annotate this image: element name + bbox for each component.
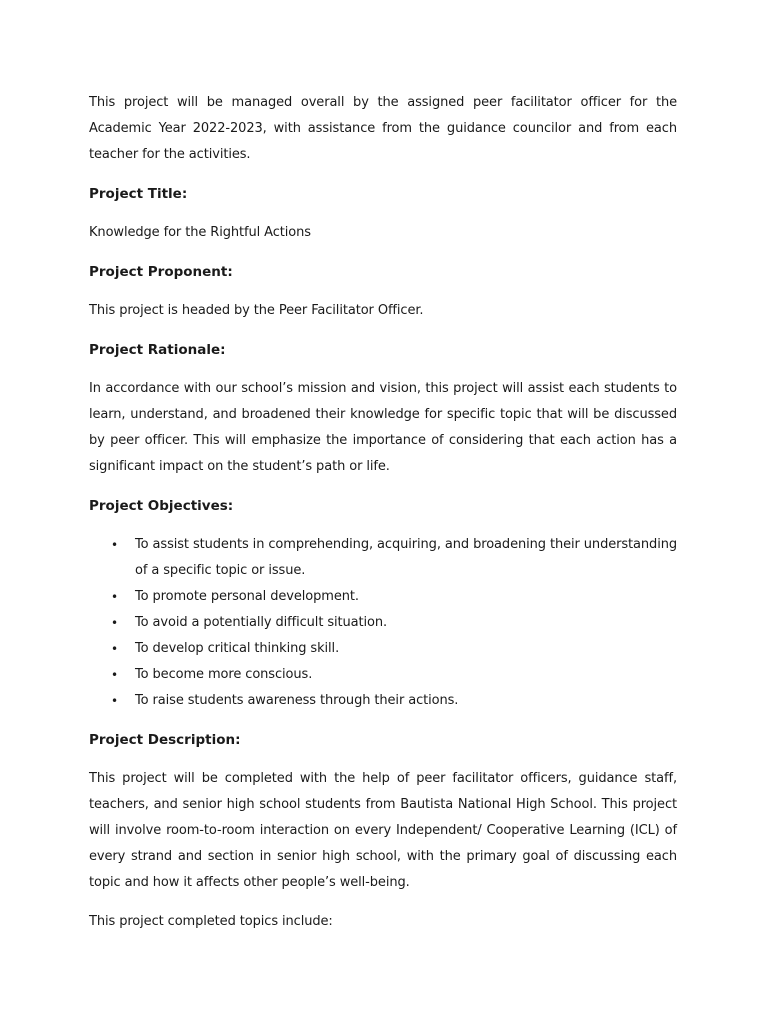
- bullet-icon: •: [111, 590, 118, 604]
- objective-text: To raise students awareness through their actions.: [135, 693, 459, 708]
- list-item: [89, 688, 677, 714]
- intro-paragraph: This project will be managed overall by the assigned peer facilitator officer for the Academic Year 2022-2023, with assistance from the guidance councilor and from each teacher for the activities.: [89, 95, 677, 162]
- objective-text: To develop critical thinking skill.: [135, 641, 340, 656]
- bullet-icon: •: [111, 616, 118, 630]
- list-item: [89, 662, 677, 688]
- project-rationale-heading: Project Rationale:: [89, 342, 226, 358]
- project-proponent-text: This project is headed by the Peer Facilitator Officer.: [89, 303, 424, 318]
- bullet-icon: •: [111, 538, 118, 552]
- bullet-icon: •: [111, 642, 118, 656]
- objective-text: To assist students in comprehending, acquiring, and broadening their understanding of a specific topic or issue.: [135, 537, 677, 578]
- project-objectives-heading: Project Objectives:: [89, 498, 234, 514]
- list-item: [89, 636, 677, 662]
- list-item: [89, 532, 677, 584]
- topics-intro-text: This project completed topics include:: [89, 914, 333, 929]
- project-title-heading: Project Title:: [89, 186, 188, 202]
- objective-text: To become more conscious.: [135, 667, 313, 682]
- list-item: [89, 584, 677, 610]
- bullet-icon: •: [111, 668, 118, 682]
- project-title-text: Knowledge for the Rightful Actions: [89, 225, 311, 240]
- project-proponent-heading: Project Proponent:: [89, 264, 233, 280]
- project-rationale-text: In accordance with our school’s mission and vision, this project will assist each students to learn, understand, and broadened their knowledge for specific topic that will be discussed by peer officer. This will emphasize the importance of considering that each action has a significant impact on the student’s path or life.: [89, 381, 677, 474]
- objective-text: To avoid a potentially difficult situation.: [135, 615, 388, 630]
- document-body: [89, 90, 677, 935]
- list-item: [89, 610, 677, 636]
- bullet-icon: •: [111, 694, 118, 708]
- objectives-list: [89, 532, 677, 714]
- project-description-heading: Project Description:: [89, 732, 241, 748]
- objective-text: To promote personal development.: [135, 589, 359, 604]
- project-description-text: This project will be completed with the help of peer facilitator officers, guidance staff, teachers, and senior high school students from Bautista National High School. This project will involve room-to-room interaction on every Independent/ Cooperative Learning (ICL) of every strand and section in senior high school, with the primary goal of discussing each topic and how it affects other people’s well-being.: [89, 771, 677, 890]
